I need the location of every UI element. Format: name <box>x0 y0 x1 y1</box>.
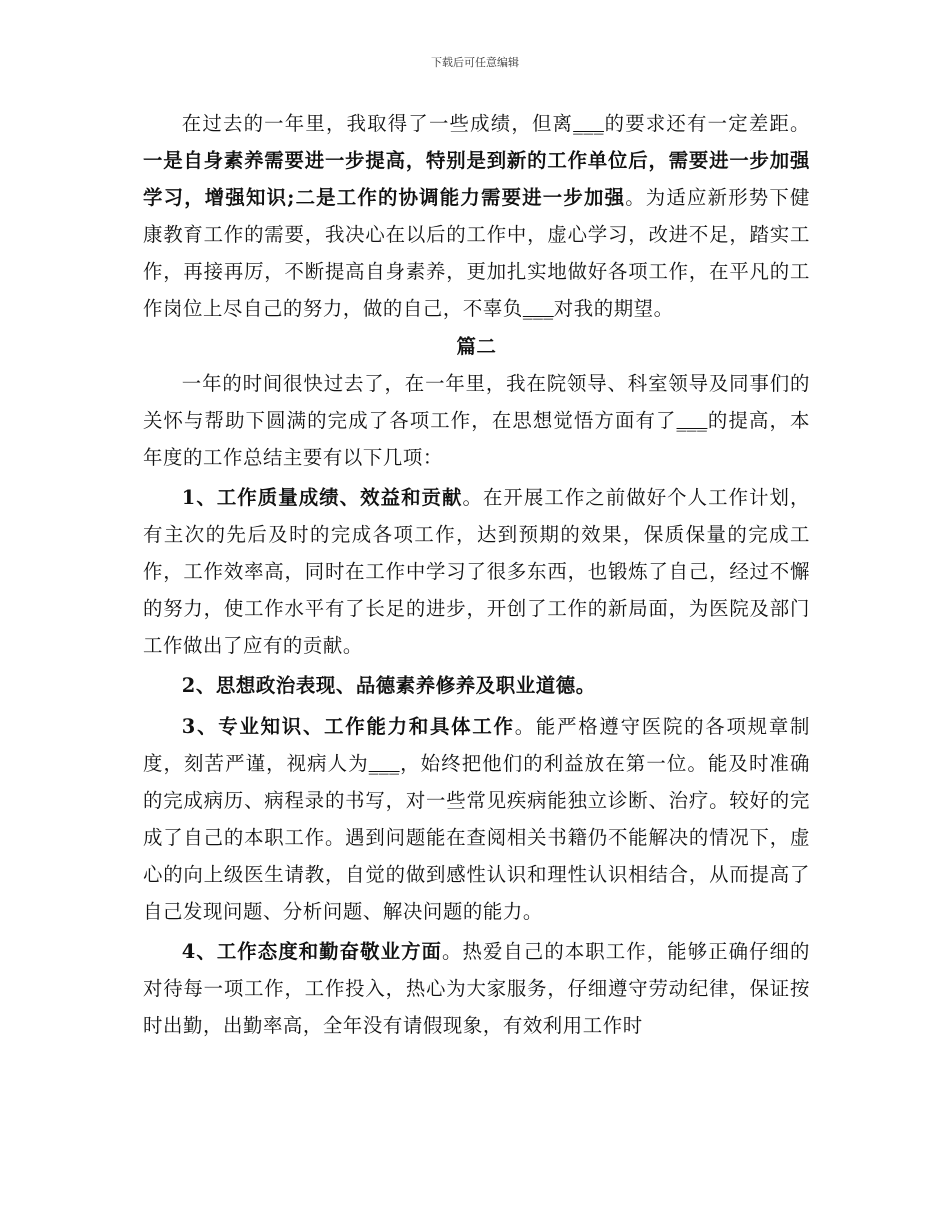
text-run: 的要求还有一定差距。 <box>604 112 810 135</box>
bold-text: 一是自身素养需要进一步提高，特别是到新的工作单位后，需要进一步加强学习，增强知识;二是工作的协调能力需要进一步加强 <box>143 149 810 210</box>
paragraph-summary <box>143 105 810 328</box>
text-run: 。为适应新形势下健康教育工作的需要，我决心在以后的工作中，虚心学习，改进不足，踏实工作，再接再厉，不断提高自身素养，更加扎实地做好各项工作，在平凡的工作岗位上尽自己的努力，做的自己，不辜负 <box>143 186 811 321</box>
text-run: 对我的期望。 <box>553 297 674 321</box>
text-run: 一年的时间很快过去了，在一年里，我在院领导、科室领导及同事们的关怀与帮助下圆满的完成了各项工作，在思想觉悟方面有了 <box>143 371 810 432</box>
item-heading: 3、专业知识、工作能力和具体工作 <box>181 714 515 738</box>
item-heading: 4、工作态度和勤奋敬业方面 <box>181 940 443 964</box>
paragraph-intro <box>143 365 810 476</box>
fill-blank: ___ <box>368 751 400 775</box>
item-heading: 1、工作质量成绩、效益和贡献 <box>181 485 463 509</box>
fill-blank: ___ <box>522 297 554 321</box>
fill-blank: ___ <box>676 408 708 432</box>
page-header: 下载后可任意编辑 <box>431 56 519 69</box>
paragraph-item-2 <box>143 667 810 704</box>
item-heading: 2、思想政治表现、品德素养修养及职业道德。 <box>181 674 596 698</box>
document-body <box>143 105 810 1044</box>
fill-blank: ___ <box>573 112 605 135</box>
paragraph-item-4 <box>143 933 810 1044</box>
paragraph-item-3 <box>143 708 810 931</box>
text-run: ，始终把他们的利益放在第一位。能及时准确的完成病历、病程录的书写，对一些常见疾病能独立诊断、治疗。较好的完成了自己的本职工作。遇到问题能在查阅相关书籍仍不能解决的情况下，虚心的向上级医生请教，自觉的做到感性认识和理性认识相结合，从而提高了自己发现问题、分析问题、解决问题的能力。 <box>143 751 810 923</box>
text-run: 的提高，本年度的工作总结主要有以下几项： <box>143 408 811 469</box>
text-run: 。热爱自己的本职工作，能够正确仔细的对待每一项工作，工作投入，热心为大家服务，仔细遵守劳动纪律，保证按时出勤，出勤率高，全年没有请假现象，有效利用工作时 <box>143 940 810 1038</box>
text-run: 。在开展工作之前做好个人工作计划，有主次的先后及时的完成各项工作，达到预期的效果，保质保量的完成工作，工作效率高，同时在工作中学习了很多东西，也锻炼了自己，经过不懈的努力，使工作水平有了长足的进步，开创了工作的新局面，为医院及部门工作做出了应有的贡献。 <box>143 485 810 658</box>
text-run: 在过去的一年里，我取得了一些成绩，但离 <box>181 112 574 135</box>
section-title: 篇二 <box>456 334 497 358</box>
text-run: 。能严格遵守医院的各项规章制度，刻苦严谨，视病人为 <box>143 714 810 775</box>
paragraph-item-1 <box>143 479 810 664</box>
